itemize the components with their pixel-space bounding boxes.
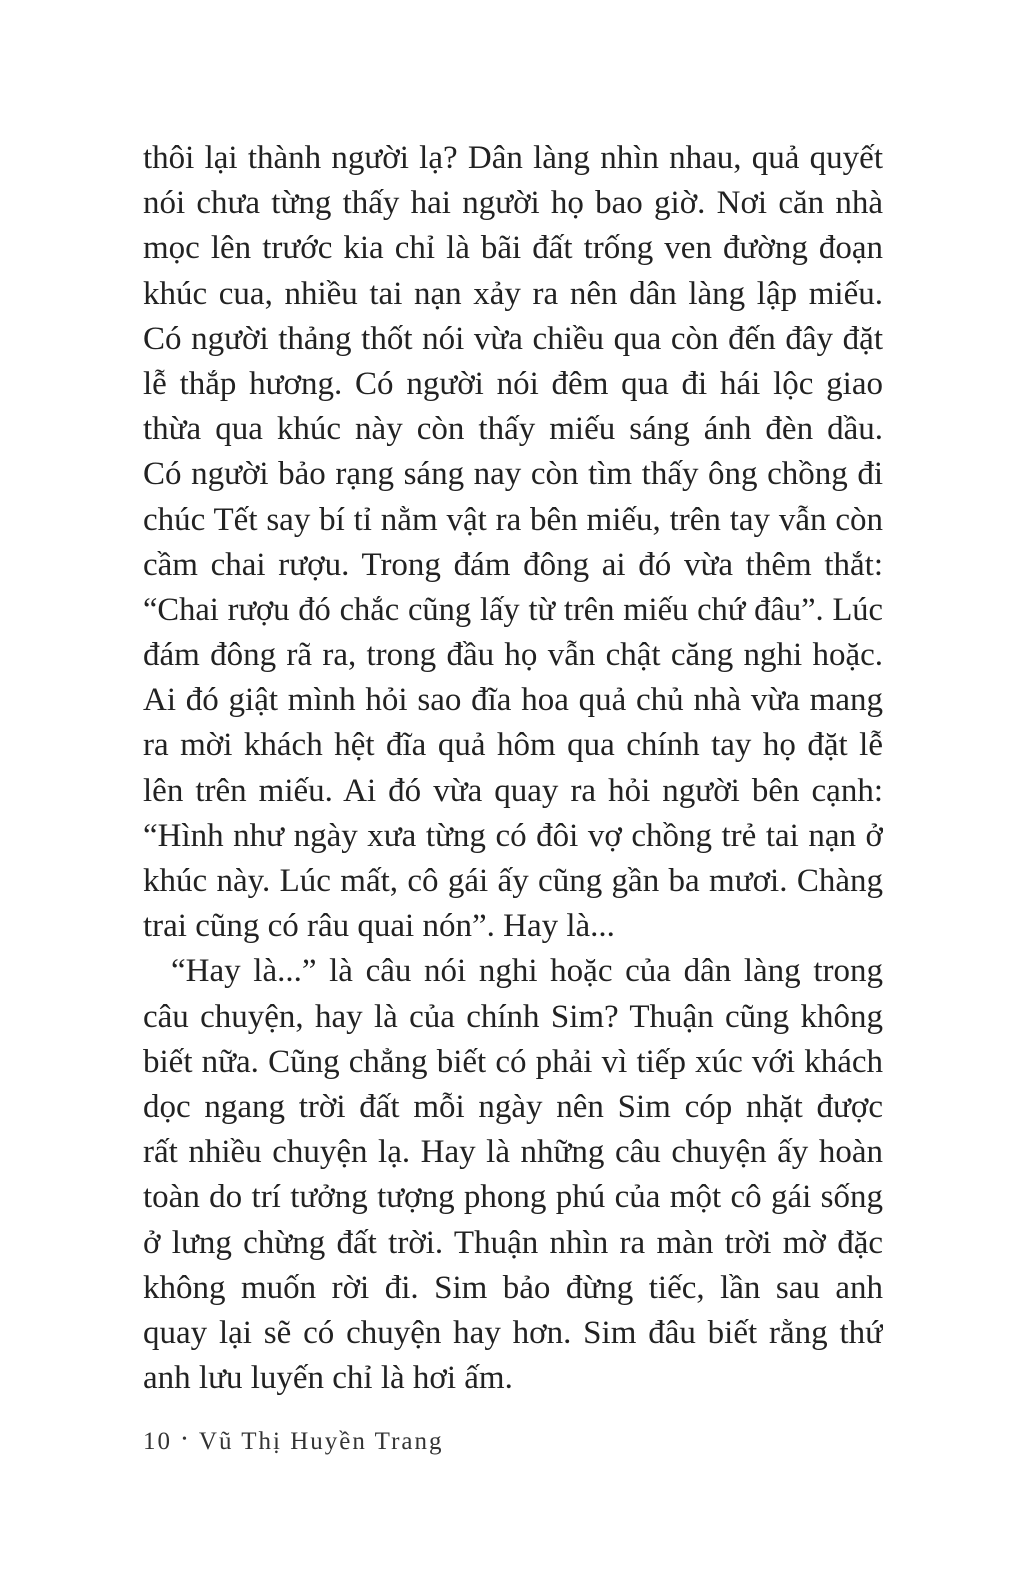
text-line: cầm chai rượu. Trong đám đông ai đó vừa thêm thắt: xyxy=(143,546,883,583)
text-line: Ai đó giật mình hỏi sao đĩa hoa quả chủ nhà vừa mang xyxy=(143,682,883,719)
text-line: Có người bảo rạng sáng nay còn tìm thấy ông chồng đi xyxy=(143,456,883,493)
text-line: toàn do trí tưởng tượng phong phú của một cô gái sống xyxy=(143,1179,883,1216)
text-line: “Hình như ngày xưa từng có đôi vợ chồng trẻ tai nạn ở xyxy=(143,817,883,854)
text-line: thừa qua khúc này còn thấy miếu sáng ánh đèn dầu. xyxy=(143,411,883,448)
text-line: thôi lại thành người lạ? Dân làng nhìn nhau, quả quyết xyxy=(143,140,883,176)
author-name: Vũ Thị Huyền Trang xyxy=(198,1428,444,1455)
text-line: quay lại sẽ có chuyện hay hơn. Sim đâu biết rằng thứ xyxy=(143,1314,883,1351)
text-line: anh lưu luyến chỉ là hơi ấm. xyxy=(143,1360,513,1397)
text-line: “Hay là...” là câu nói nghi hoặc của dân làng trong xyxy=(171,953,883,990)
text-line: chúc Tết say bí tỉ nằm vật ra bên miếu, trên tay vẫn còn xyxy=(143,501,883,538)
text-line: dọc ngang trời đất mỗi ngày nên Sim cóp nhặt được xyxy=(143,1088,883,1125)
text-line: nói chưa từng thấy hai người họ bao giờ. Nơi căn nhà xyxy=(143,185,883,222)
text-line: không muốn rời đi. Sim bảo đừng tiếc, lần sau anh xyxy=(143,1269,883,1306)
paragraph-1 xyxy=(143,136,883,949)
text-line: biết nữa. Cũng chẳng biết có phải vì tiếp xúc với khách xyxy=(143,1043,883,1080)
text-line: lên trên miếu. Ai đó vừa quay ra hỏi người bên cạnh: xyxy=(143,772,883,809)
text-line: trai cũng có râu quai nón”. Hay là... xyxy=(143,908,615,945)
text-line: Có người thảng thốt nói vừa chiều qua còn đến đây đặt xyxy=(143,320,883,357)
page-number: 10 xyxy=(143,1428,172,1455)
text-line: “Chai rượu đó chắc cũng lấy từ trên miếu chứ đâu”. Lúc xyxy=(143,591,883,628)
body-text xyxy=(143,136,883,1401)
text-line: đám đông rã ra, trong đầu họ vẫn chật căng nghi hoặc. xyxy=(143,637,883,674)
text-line: rất nhiều chuyện lạ. Hay là những câu chuyện ấy hoàn xyxy=(143,1134,883,1171)
text-line: ra mời khách hệt đĩa quả hôm qua chính tay họ đặt lễ xyxy=(143,727,883,764)
bullet-separator: • xyxy=(182,1432,189,1448)
paragraph-2 xyxy=(143,949,883,1401)
text-line: khúc này. Lúc mất, cô gái ấy cũng gần ba mươi. Chàng xyxy=(143,863,883,899)
text-line: ở lưng chừng đất trời. Thuận nhìn ra màn trời mờ đặc xyxy=(143,1224,883,1261)
text-line: lễ thắp hương. Có người nói đêm qua đi hái lộc giao xyxy=(143,365,883,402)
text-line: khúc cua, nhiều tai nạn xảy ra nên dân làng lập miếu. xyxy=(143,275,883,312)
page-footer xyxy=(143,1428,444,1456)
text-line: câu chuyện, hay là của chính Sim? Thuận cũng không xyxy=(143,998,883,1035)
text-line: mọc lên trước kia chỉ là bãi đất trống ven đường đoạn xyxy=(143,230,883,267)
